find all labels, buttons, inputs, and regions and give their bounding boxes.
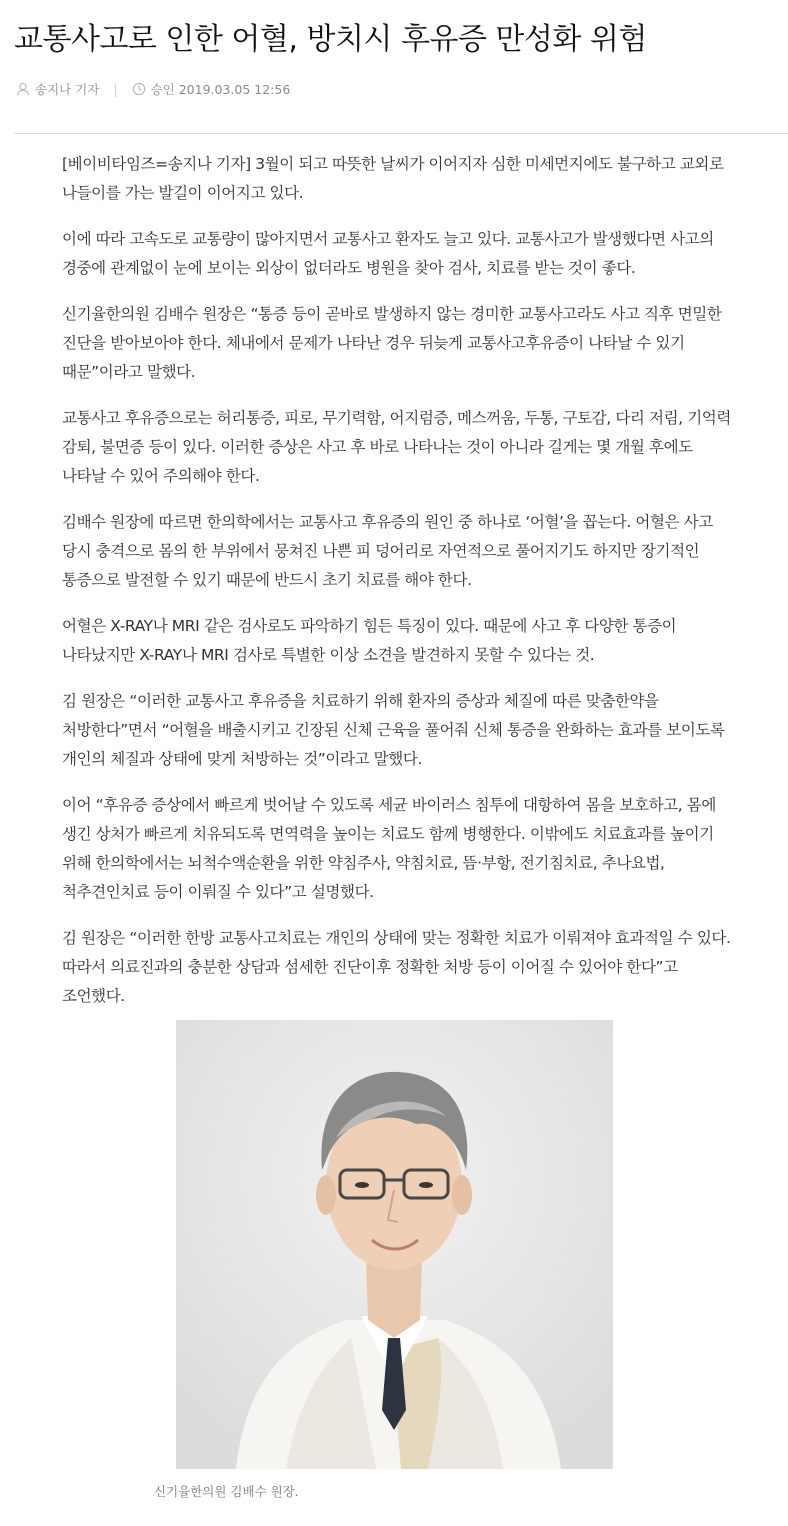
approved-datetime: 2019.03.05 12:56 bbox=[178, 81, 291, 97]
header-divider bbox=[14, 133, 788, 134]
paragraph: 교통사고 후유증으로는 허리통증, 피로, 무기력함, 어지럼증, 메스꺼움, 두통, 구토감, 다리 저림, 기억력 감퇴, 불면증 등이 있다. 이러한 증상은 사고 후 바로 나타나는 것이 아니라 길게는 몇 개월 후에도 나타날 수 있어 주의해야 한다. bbox=[62, 409, 731, 485]
author-name[interactable]: 송지나 기자 bbox=[35, 82, 100, 97]
person-icon bbox=[16, 82, 30, 96]
paragraph: 김배수 원장에 따르면 한의학에서는 교통사고 후유증의 원인 중 하나로 ‘어혈’을 꼽는다. 어혈은 사고 당시 충격으로 몸의 한 부위에서 뭉쳐진 나쁜 피 덩어리로 자연적으로 풀어지기도 하지만 장기적인 통증으로 발전할 수 있기 때문에 반드시 초기 치료를 해야 한다. bbox=[62, 513, 713, 589]
paragraph: [베이비타임즈=송지나 기자] 3월이 되고 따뜻한 날씨가 이어지자 심한 미세먼지에도 불구하고 교외로 나들이를 가는 발길이 이어지고 있다. bbox=[62, 155, 724, 202]
clock-icon bbox=[132, 82, 146, 96]
approved-label: 승인 bbox=[150, 82, 175, 97]
paragraph: 김 원장은 “이러한 한방 교통사고치료는 개인의 상태에 맞는 정확한 치료가 이뤄져야 효과적일 수 있다. 따라서 의료진과의 충분한 상담과 섬세한 진단이후 정확한 처방 등이 이어질 수 있어야 한다”고 조언했다. bbox=[62, 929, 731, 1005]
photo-caption: 신기율한의원 김배수 원장. bbox=[154, 1484, 299, 1499]
meta-separator: | bbox=[113, 81, 118, 97]
paragraph: 이에 따라 고속도로 교통량이 많아지면서 교통사고 환자도 늘고 있다. 교통사고가 발생했다면 사고의 경중에 관계없이 눈에 보이는 외상이 없더라도 병원을 찾아 검사, 치료를 받는 것이 좋다. bbox=[62, 230, 714, 277]
paragraph: 어혈은 X-RAY나 MRI 같은 검사로도 파악하기 힘든 특징이 있다. 때문에 사고 후 다양한 통증이 나타났지만 X-RAY나 MRI 검사로 특별한 이상 소견을 발견하지 못할 수 있다는 것. bbox=[62, 617, 677, 664]
article-meta bbox=[16, 80, 290, 98]
article-title: 교통사고로 인한 어혈, 방치시 후유증 만성화 위험 bbox=[14, 22, 647, 57]
paragraph: 김 원장은 “이러한 교통사고 후유증을 치료하기 위해 환자의 증상과 체질에 따른 맞춤한약을 처방한다”면서 “어혈을 배출시키고 긴장된 신체 근육을 풀어줘 신체 통증을 완화하는 효과를 보이도록 개인의 체질과 상태에 맞게 처방하는 것”이라고 말했다. bbox=[62, 692, 725, 768]
paragraph: 신기율한의원 김배수 원장은 “통증 등이 곧바로 발생하지 않는 경미한 교통사고라도 사고 직후 면밀한 진단을 받아보아야 한다. 체내에서 문제가 나타난 경우 뒤늦게 교통사고후유증이 나타날 수 있기 때문”이라고 말했다. bbox=[62, 305, 722, 381]
doctor-portrait-photo bbox=[176, 1020, 613, 1469]
article-body bbox=[62, 150, 738, 1028]
paragraph: 이어 “후유증 증상에서 빠르게 벗어날 수 있도록 세균 바이러스 침투에 대항하여 몸을 보호하고, 몸에 생긴 상처가 빠르게 치유되도록 면역력을 높이는 치료도 함께 병행한다. 이밖에도 치료효과를 높이기 위해 한의학에서는 뇌척수액순환을 위한 약침주사, 약침치료, 뜸·부항, 전기침치료, 추나요법, 척추견인치료 등이 이뤄질 수 있다”고 설명했다. bbox=[62, 796, 716, 901]
